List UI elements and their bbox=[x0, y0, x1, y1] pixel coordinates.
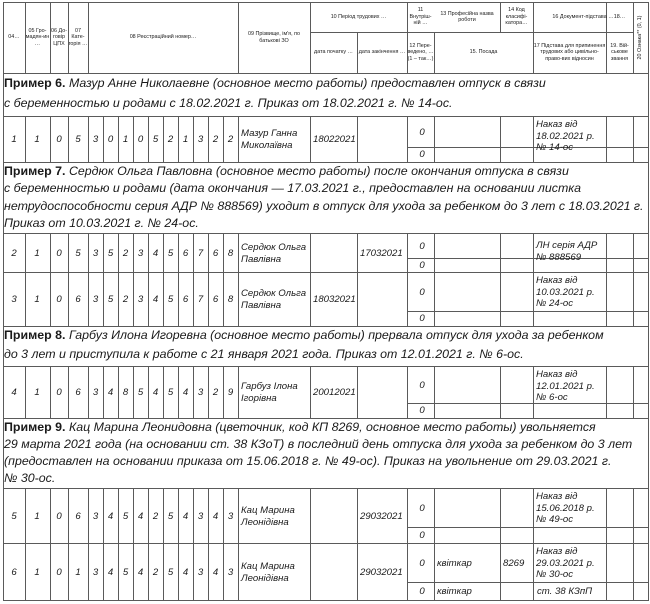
example-label: Пример 8. bbox=[4, 328, 66, 342]
grid-line bbox=[3, 366, 649, 367]
reg-number-digit: 2 bbox=[152, 566, 159, 578]
row-number: 3 bbox=[11, 294, 17, 305]
reg-number-digit: 3 bbox=[197, 510, 204, 522]
citizen-code: 1 bbox=[34, 247, 40, 259]
header-07: 07 Кате-горія … bbox=[68, 27, 88, 47]
grid-line bbox=[238, 116, 239, 163]
grid-line bbox=[3, 272, 649, 273]
contract-flag: 0 bbox=[56, 510, 62, 522]
example-6-line bbox=[4, 76, 546, 91]
reg-number-digit: 3 bbox=[137, 247, 144, 259]
category-code: 5 bbox=[75, 134, 81, 145]
grid-line bbox=[648, 2, 649, 74]
example-text: Мазур Анне Николаевне (основное место работы) предоставлен отпуск в связи bbox=[65, 76, 546, 90]
reg-number-digit: 2 bbox=[227, 134, 234, 145]
grid-line bbox=[310, 116, 311, 163]
internal-flag: 0 bbox=[419, 502, 425, 514]
reg-number-digit: 5 bbox=[167, 294, 174, 305]
basis-document: ЛН серія АДР bbox=[536, 240, 598, 251]
reg-number-digit: 4 bbox=[212, 566, 219, 578]
employee-name: Гарбуз Ілона bbox=[241, 381, 298, 392]
grid-line bbox=[434, 311, 649, 312]
transfer-flag: 0 bbox=[419, 313, 425, 324]
grid-line bbox=[25, 116, 26, 163]
reg-number-digit: 7 bbox=[197, 294, 204, 305]
grid-line bbox=[633, 233, 634, 273]
internal-flag: 0 bbox=[419, 286, 425, 298]
example-6-line bbox=[4, 96, 452, 111]
reg-number-digit: 3 bbox=[197, 566, 204, 578]
header-10-end: дата закінчення … bbox=[358, 49, 406, 56]
reg-number-digit: 3 bbox=[197, 387, 204, 398]
basis-document: 10.03.2021 р. bbox=[536, 286, 595, 298]
grid-line bbox=[633, 272, 634, 327]
transfer-flag: 0 bbox=[419, 585, 425, 597]
category-code: 5 bbox=[75, 247, 81, 259]
header-05: 05 Гро-мадян-ин … bbox=[25, 27, 50, 47]
grid-line bbox=[606, 116, 607, 163]
example-text: Гарбуз Илона Игоревна (основное место работы) прервала отпуск для ухода за ребенком bbox=[65, 328, 604, 342]
grid-line bbox=[3, 600, 649, 601]
internal-flag: 0 bbox=[419, 240, 425, 252]
grid-line bbox=[606, 488, 607, 544]
grid-line bbox=[3, 543, 649, 544]
reg-number-digit: 0 bbox=[107, 134, 114, 145]
grid-line bbox=[310, 543, 311, 601]
grid-line bbox=[648, 366, 649, 419]
employee-name: Леонідівна bbox=[241, 572, 289, 584]
reg-number-digit: 4 bbox=[182, 387, 189, 398]
transfer-flag: 0 bbox=[419, 529, 425, 541]
reg-number-digit: 2 bbox=[152, 510, 159, 522]
example-text: 29 марта 2021 года (на основании ст. 38 КЗоТ) в последний день отпуска для ухода за ребенком до 3 лет bbox=[4, 437, 633, 451]
grid-line bbox=[3, 326, 649, 327]
employee-name: Ігорівна bbox=[241, 393, 277, 404]
grid-line bbox=[648, 272, 649, 327]
basis-document: 18.02.2021 р. bbox=[536, 130, 595, 142]
basis-document: № 888569 bbox=[536, 251, 582, 263]
reg-number-digit: 4 bbox=[152, 247, 159, 259]
grid-line bbox=[3, 366, 4, 419]
reg-number-digit: 5 bbox=[167, 566, 174, 578]
grid-line bbox=[407, 543, 408, 601]
period-start-date: 18022021 bbox=[313, 134, 356, 145]
reg-number-digit: 3 bbox=[92, 247, 99, 259]
grid-line bbox=[407, 116, 408, 163]
grid-line bbox=[3, 162, 649, 163]
grid-line bbox=[407, 233, 408, 273]
reg-number-digit: 3 bbox=[92, 294, 99, 305]
example-9-line bbox=[4, 471, 55, 486]
grid-line bbox=[434, 488, 435, 544]
header-20: 20 Ознака** (0, 1) bbox=[637, 15, 643, 60]
reg-number-digit: 0 bbox=[137, 134, 144, 145]
period-end-date: 29032021 bbox=[360, 510, 403, 522]
basis-document: № 14-ос bbox=[536, 142, 574, 153]
reg-number-digit: 6 bbox=[182, 247, 189, 259]
reg-number-digit: 5 bbox=[167, 247, 174, 259]
employee-name: Павлівна bbox=[241, 300, 282, 311]
reg-number-digit: 4 bbox=[152, 294, 159, 305]
grid-line bbox=[357, 488, 358, 544]
reg-number-digit: 8 bbox=[227, 247, 234, 259]
example-text: Кац Марина Леонидовна (цветочник, код КП 8269, основное место работы) увольняется bbox=[65, 420, 596, 434]
header-04: 04… bbox=[8, 34, 20, 41]
grid-line bbox=[633, 488, 634, 544]
grid-line bbox=[648, 488, 649, 544]
example-text: № 30-ос. bbox=[4, 471, 56, 485]
grid-line bbox=[407, 582, 435, 583]
internal-flag: 0 bbox=[419, 379, 425, 391]
grid-line bbox=[3, 233, 649, 234]
reg-number-digit: 4 bbox=[107, 566, 114, 578]
reg-number-digit: 6 bbox=[212, 294, 219, 305]
employee-name: Кац Марина bbox=[241, 504, 295, 516]
grid-line bbox=[648, 74, 649, 117]
reg-number-digit: 2 bbox=[167, 134, 174, 145]
example-text: до 3 лет и приступила к работе с 21 января 2021 года. Приказ от 12.01.2021 г. № 6-ос. bbox=[4, 347, 524, 361]
basis-document: 12.01.2021 р. bbox=[536, 380, 595, 392]
grid-line bbox=[434, 233, 435, 273]
reg-number-digit: 5 bbox=[122, 510, 129, 522]
contract-flag: 0 bbox=[56, 247, 62, 259]
grid-line bbox=[606, 233, 607, 273]
grid-line bbox=[434, 116, 435, 163]
grid-line bbox=[606, 272, 607, 327]
reg-number-digit: 5 bbox=[107, 294, 114, 305]
grid-line bbox=[357, 233, 358, 273]
reg-number-digit: 3 bbox=[197, 134, 204, 145]
reg-number-digit: 4 bbox=[182, 510, 189, 522]
example-8-line bbox=[4, 328, 604, 343]
citizen-code: 1 bbox=[34, 566, 40, 578]
grid-line bbox=[648, 116, 649, 163]
grid-line bbox=[533, 366, 534, 419]
example-label: Пример 6. bbox=[4, 76, 66, 90]
grid-line bbox=[25, 366, 26, 419]
example-text: с беременностью и родами с 18.02.2021 г. Приказ от 18.02.2021 г. № 14-ос. bbox=[4, 96, 453, 110]
contract-flag: 0 bbox=[56, 387, 62, 398]
reg-number-digit: 1 bbox=[182, 134, 189, 145]
contract-flag: 0 bbox=[56, 134, 62, 145]
header-09: 09 Прізвище, ім'я, по батькові ЗО bbox=[247, 31, 301, 44]
grid-line bbox=[310, 272, 311, 327]
grid-line bbox=[434, 272, 435, 327]
example-9-line bbox=[4, 437, 632, 452]
grid-line bbox=[3, 418, 649, 419]
reg-number-digit: 9 bbox=[227, 387, 234, 398]
reg-number-digit: 4 bbox=[152, 387, 159, 398]
row-number: 2 bbox=[11, 247, 17, 259]
transfer-flag: 0 bbox=[419, 149, 425, 160]
reg-number-digit: 8 bbox=[227, 294, 234, 305]
reg-number-digit: 4 bbox=[107, 510, 114, 522]
grid-line bbox=[238, 543, 239, 601]
employee-name: Сердюк Ольга bbox=[241, 241, 307, 253]
reg-number-digit: 2 bbox=[212, 134, 219, 145]
termination-basis: ст. 38 КЗпП bbox=[537, 585, 593, 597]
internal-flag: 0 bbox=[419, 126, 425, 138]
grid-line bbox=[238, 233, 239, 273]
grid-line bbox=[25, 543, 26, 601]
reg-number-digit: 8 bbox=[122, 387, 129, 398]
example-7-line bbox=[4, 181, 581, 196]
grid-line bbox=[238, 366, 239, 419]
example-text: Сердюк Ольга Павловна (основное место работы) после окончания отпуска в связи bbox=[65, 164, 569, 178]
grid-line bbox=[500, 543, 501, 601]
grid-line bbox=[500, 272, 501, 327]
grid-line bbox=[3, 116, 649, 117]
example-text: с беременностью и родами (дата окончания — 17.03.2021 г., предоставлен на основании листка bbox=[4, 181, 582, 196]
employee-name: Мазур Ганна bbox=[241, 128, 298, 139]
header-18: 18… bbox=[613, 13, 626, 20]
reg-number-digit: 6 bbox=[212, 247, 219, 259]
period-end-date: 17032021 bbox=[360, 247, 403, 259]
category-code: 6 bbox=[75, 387, 81, 398]
grid-line bbox=[533, 543, 534, 601]
period-end-date: 29032021 bbox=[360, 566, 403, 578]
profession-name: квіткар bbox=[437, 557, 472, 569]
internal-flag: 0 bbox=[419, 557, 425, 569]
grid-line bbox=[357, 543, 358, 601]
reg-number-digit: 3 bbox=[92, 387, 99, 398]
reg-number-digit: 7 bbox=[197, 247, 204, 259]
header-17: 17 Підстава для припинення трудових або цивільно-право-вих відносин bbox=[533, 42, 606, 62]
position-name: квіткар bbox=[437, 585, 472, 597]
reg-number-digit: 5 bbox=[107, 247, 114, 259]
grid-line bbox=[3, 488, 4, 544]
grid-line bbox=[648, 233, 649, 273]
basis-document: Наказ від bbox=[536, 491, 578, 502]
example-9-line bbox=[4, 420, 596, 435]
citizen-code: 1 bbox=[34, 510, 40, 522]
grid-line bbox=[500, 116, 501, 163]
grid-line bbox=[533, 233, 534, 273]
header-19: 19. Вій-ськове звання bbox=[610, 42, 629, 62]
example-8-line bbox=[4, 347, 524, 362]
reg-number-digit: 3 bbox=[92, 510, 99, 522]
contract-flag: 0 bbox=[56, 294, 62, 305]
basis-document: Наказ від bbox=[536, 275, 578, 286]
grid-line bbox=[357, 366, 358, 419]
grid-line bbox=[533, 272, 534, 327]
grid-line bbox=[533, 116, 534, 163]
grid-line bbox=[357, 116, 358, 163]
basis-document: № 24-ос bbox=[536, 298, 574, 309]
reg-number-digit: 5 bbox=[137, 387, 144, 398]
grid-line bbox=[407, 147, 435, 148]
contract-flag: 0 bbox=[56, 566, 62, 578]
header-08: 08 Реєстраційний номер… bbox=[129, 34, 197, 41]
grid-line bbox=[500, 488, 501, 544]
grid-line bbox=[407, 366, 408, 419]
row-number: 1 bbox=[11, 134, 17, 145]
grid-line bbox=[434, 366, 435, 419]
basis-document: № 30-ос bbox=[536, 569, 574, 580]
basis-document: № 6-ос bbox=[536, 392, 568, 403]
transfer-flag: 0 bbox=[419, 259, 425, 271]
reg-number-digit: 5 bbox=[167, 387, 174, 398]
grid-line bbox=[500, 233, 501, 273]
employee-name: Миколаївна bbox=[241, 140, 293, 151]
reg-number-digit: 2 bbox=[212, 387, 219, 398]
grid-line bbox=[606, 366, 607, 419]
basis-document: Наказ від bbox=[536, 369, 578, 380]
grid-line bbox=[310, 488, 311, 544]
grid-line bbox=[434, 582, 649, 583]
reg-number-digit: 4 bbox=[212, 510, 219, 522]
row-number: 4 bbox=[11, 387, 17, 398]
grid-line bbox=[3, 116, 4, 163]
grid-line bbox=[3, 488, 649, 489]
transfer-flag: 0 bbox=[419, 405, 425, 416]
example-text: (предоставлен на основании приказа от 15.06.2018 г. № 49-ос). Приказ на увольнение от 29.03.2021 г. bbox=[4, 454, 612, 468]
category-code: 6 bbox=[75, 294, 81, 305]
basis-document: Наказ від bbox=[536, 546, 578, 557]
example-text: нетрудоспособности серия АДР № 888569) уходит в отпуск для ухода за ребенком до 3 лет с 18.03.2021 г. bbox=[4, 198, 644, 213]
grid-line bbox=[357, 272, 358, 327]
reg-number-digit: 5 bbox=[167, 510, 174, 522]
header-12: 12 Пере-ведено, … (1 – так…) bbox=[407, 42, 434, 62]
grid-line bbox=[633, 116, 634, 163]
grid-line bbox=[606, 543, 607, 601]
grid-line bbox=[407, 311, 435, 312]
grid-line bbox=[648, 162, 649, 234]
reg-number-digit: 6 bbox=[182, 294, 189, 305]
employee-name: Кац Марина bbox=[241, 560, 295, 572]
grid-line bbox=[633, 366, 634, 419]
example-7-line bbox=[4, 164, 569, 179]
employee-name: Сердюк Ольга bbox=[241, 288, 307, 299]
citizen-code: 1 bbox=[34, 294, 40, 305]
reg-number-digit: 5 bbox=[152, 134, 159, 145]
header-15: 15. Посада bbox=[469, 49, 498, 56]
header-10-start: дата початку … bbox=[314, 49, 353, 56]
reg-number-digit: 1 bbox=[122, 134, 129, 145]
grid-line bbox=[407, 488, 408, 544]
category-code: 6 bbox=[75, 510, 81, 522]
grid-line bbox=[407, 527, 435, 528]
grid-line bbox=[25, 488, 26, 544]
grid-line bbox=[238, 488, 239, 544]
classifier-code: 8269 bbox=[503, 557, 525, 569]
example-7-line bbox=[4, 199, 643, 214]
grid-line bbox=[407, 272, 408, 327]
header-10: 10 Період трудових … bbox=[330, 13, 387, 20]
grid-line bbox=[407, 403, 435, 404]
grid-line bbox=[533, 488, 534, 544]
grid-line bbox=[648, 418, 649, 489]
employee-name: Леонідівна bbox=[241, 516, 289, 528]
reg-number-digit: 3 bbox=[137, 294, 144, 305]
basis-document: № 49-ос bbox=[536, 514, 574, 525]
citizen-code: 1 bbox=[34, 134, 40, 145]
reg-number-digit: 4 bbox=[137, 566, 144, 578]
example-label: Пример 9. bbox=[4, 420, 66, 434]
example-9-line bbox=[4, 454, 611, 469]
grid-line bbox=[434, 543, 435, 601]
period-start-date: 18032021 bbox=[313, 294, 356, 305]
basis-document: Наказ від bbox=[536, 119, 578, 130]
header-13: 13 Професійна назва роботи bbox=[440, 10, 494, 23]
header-14: 14 Код класифі-катора… bbox=[505, 7, 528, 27]
reg-number-digit: 3 bbox=[92, 134, 99, 145]
basis-document: 29.03.2021 р. bbox=[536, 557, 595, 569]
reg-number-digit: 2 bbox=[122, 247, 129, 259]
header-16: 16 Документ-підстава … bbox=[552, 13, 614, 20]
grid-line bbox=[648, 326, 649, 367]
example-7-line bbox=[4, 216, 199, 231]
grid-line bbox=[3, 543, 4, 601]
grid-line bbox=[434, 527, 649, 528]
grid-line bbox=[238, 272, 239, 327]
reg-number-digit: 2 bbox=[122, 294, 129, 305]
grid-line bbox=[3, 73, 649, 74]
reg-number-digit: 5 bbox=[122, 566, 129, 578]
reg-number-digit: 3 bbox=[227, 566, 234, 578]
grid-line bbox=[3, 272, 4, 327]
header-11: 11 Внутріш-ній … bbox=[409, 7, 432, 27]
row-number: 5 bbox=[11, 510, 17, 522]
example-text: Приказ от 10.03.2021 г. № 24-ос. bbox=[4, 215, 199, 230]
reg-number-digit: 4 bbox=[182, 566, 189, 578]
example-label: Пример 7. bbox=[4, 164, 66, 178]
grid-line bbox=[3, 233, 4, 273]
employee-name: Павлівна bbox=[241, 253, 282, 265]
reg-number-digit: 4 bbox=[107, 387, 114, 398]
category-code: 1 bbox=[75, 566, 81, 578]
reg-number-digit: 4 bbox=[137, 510, 144, 522]
grid-line bbox=[633, 543, 634, 601]
grid-line bbox=[648, 543, 649, 601]
grid-line bbox=[310, 366, 311, 419]
reg-number-digit: 3 bbox=[227, 510, 234, 522]
header-06: 06 До-говір ЦПХ bbox=[51, 27, 67, 47]
citizen-code: 1 bbox=[34, 387, 40, 398]
reg-number-digit: 3 bbox=[92, 566, 99, 578]
grid-line bbox=[25, 272, 26, 327]
grid-line bbox=[434, 403, 649, 404]
grid-line bbox=[310, 233, 311, 273]
grid-line bbox=[25, 233, 26, 273]
row-number: 6 bbox=[11, 566, 17, 578]
basis-document: 15.06.2018 р. bbox=[536, 502, 595, 514]
grid-line bbox=[500, 366, 501, 419]
period-start-date: 20012021 bbox=[313, 387, 356, 398]
